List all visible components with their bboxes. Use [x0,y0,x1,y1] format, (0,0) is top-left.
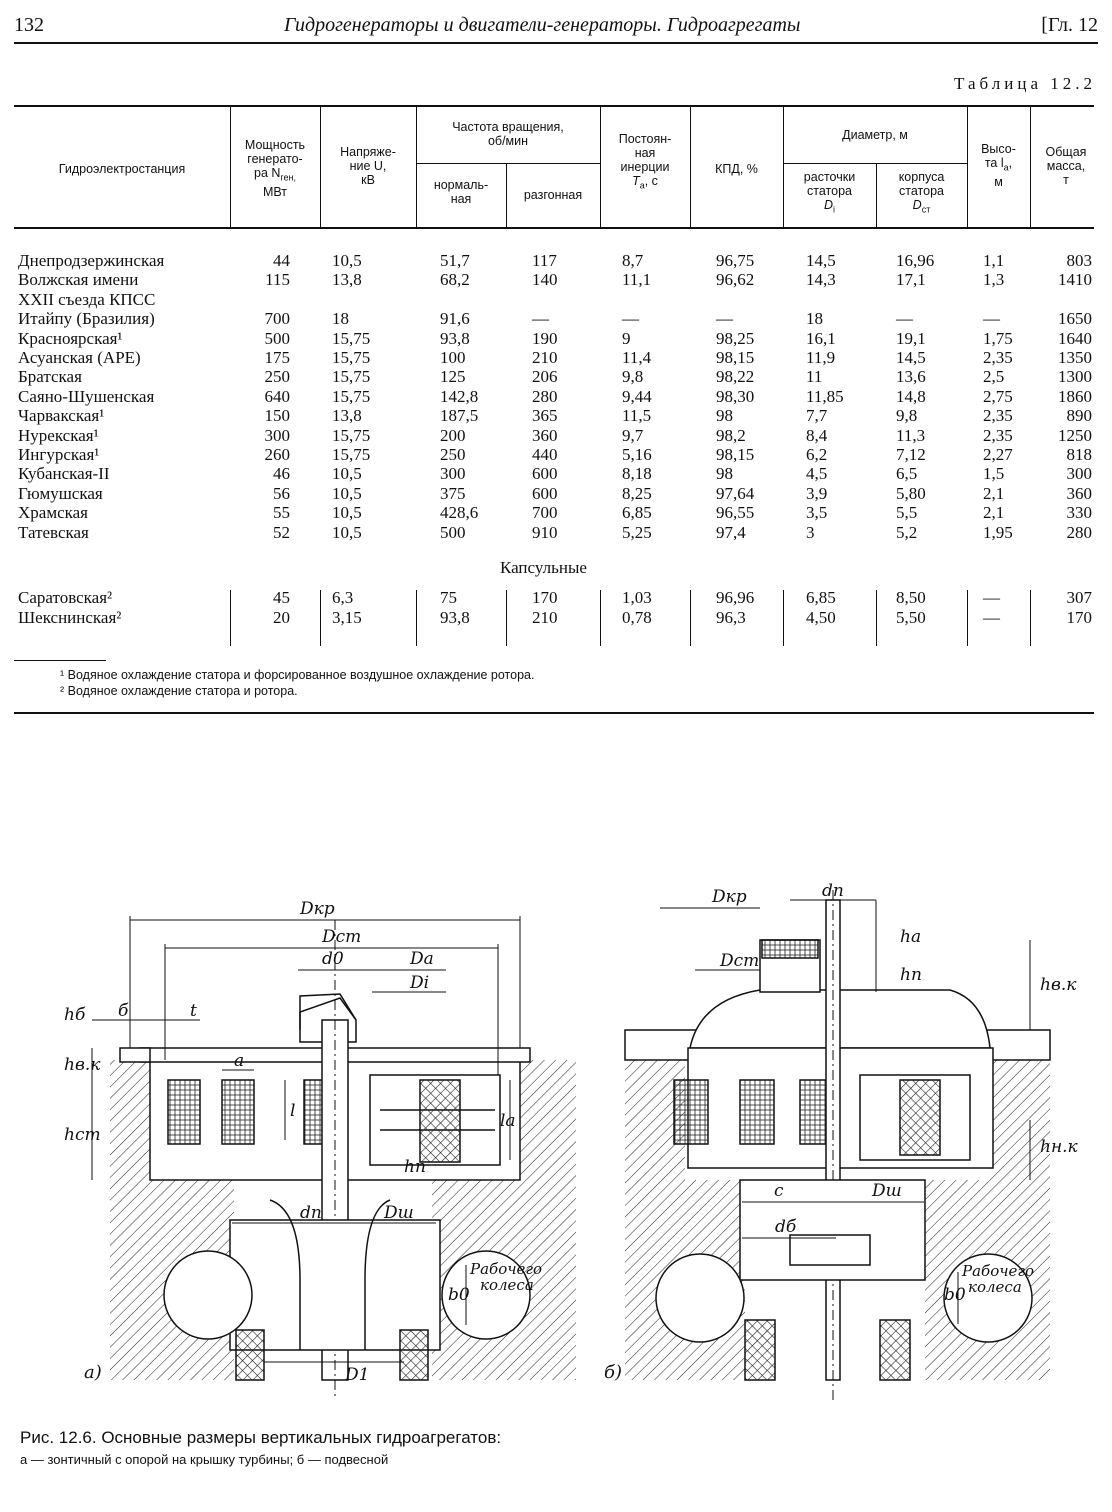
cell-voltage: 10,5 [332,503,362,523]
header-speed-runaway: разгонная [523,188,583,202]
fig-a-l: l [290,1101,296,1121]
cell-eff: 98,25 [716,328,755,348]
fig-a-hb: hб [64,1005,86,1025]
cell-la: 2,1 [983,503,1005,523]
cell-power: 150 [264,406,290,426]
cell-di: 3,5 [806,503,828,523]
footnote-2: ² Водяное охлаждение статора и ротора. [60,684,298,698]
cell-ta: 6,85 [622,503,652,523]
station-name: XXII съезда КПСС [18,289,156,309]
table-bottom-rule [14,712,1094,714]
fig-a-da: Da [410,949,434,969]
footnote-1: ¹ Водяное охлаждение статора и форсированное воздушное охлаждение ротора. [60,668,535,682]
cell-n_run: 210 [532,608,558,627]
cell-di: 4,5 [806,464,828,484]
cell-dst: 5,5 [896,503,918,523]
header-diameter: Диаметр, м [842,128,908,142]
cell-la: 1,5 [983,464,1005,484]
cell-eff: 98,30 [716,386,755,406]
cell-mass: 890 [1066,406,1092,426]
header-height: Высо- та $l_a$, м [981,142,1016,189]
cell-la: 1,3 [983,270,1005,290]
cell-n_run: 280 [532,386,558,406]
cell-eff: 97,64 [716,483,755,503]
cell-ta: 9,7 [622,425,644,445]
cell-n_nom: 93,8 [440,328,470,348]
station-name: Итайпу (Бразилия) [18,309,155,329]
fig-a-b: б [118,1001,129,1021]
cell-n_run: 440 [532,445,558,464]
cell-power: 115 [265,270,290,290]
cell-eff: 98,15 [716,348,755,367]
cell-dst: 7,12 [896,445,926,464]
cell-voltage: 6,3 [332,588,354,607]
cell-ta: 8,18 [622,464,652,484]
cell-mass: 170 [1066,608,1092,627]
cell-voltage: 10,5 [332,522,362,542]
cell-mass: 803 [1066,251,1092,270]
cell-di: 3 [806,522,815,542]
cell-n_nom: 51,7 [440,251,470,270]
cell-power: 56 [273,483,290,503]
header-diam-bore: расточки статора $D_i$ [803,170,856,215]
cell-la: 1,95 [983,522,1013,542]
cell-mass: 300 [1066,464,1092,484]
cell-di: 18 [806,309,823,329]
cell-la: 2,75 [983,386,1013,406]
cell-n_run: 600 [532,464,558,484]
header-speed: Частота вращения, об/мин [452,120,564,148]
fig-a-wheel1: Рабочего [470,1260,543,1278]
running-title: Гидрогенераторы и двигатели-генераторы. Гидроагрегаты [284,14,801,36]
cell-dst: 19,1 [896,328,926,348]
cell-eff: — [716,309,733,329]
cell-mass: 1250 [1058,425,1092,445]
cell-di: 7,7 [806,406,828,426]
cell-voltage: 15,75 [332,348,371,367]
fig-a-d1: D1 [345,1365,370,1385]
header-mass: Общая масса, т [1045,145,1087,187]
cell-ta: 0,78 [622,608,652,627]
cell-la: — [983,608,1000,627]
figure-a [92,916,576,1400]
cell-la: — [983,588,1000,607]
table-label: Таблица 12.2 [954,74,1096,93]
fig-b-dsh: Dш [872,1181,902,1201]
cell-ta: 8,25 [622,483,652,503]
fig-a-hst: hст [64,1125,101,1145]
fig-a-dsh: Dш [384,1203,414,1223]
fig-a-b0: b0 [448,1285,470,1305]
fig-b-dst: Dст [720,951,760,971]
figure-caption: Рис. 12.6. Основные размеры вертикальных гидроагрегатов: [20,1428,502,1447]
station-name: Чарвакская¹ [18,406,105,426]
cell-di: 11 [806,367,823,387]
cell-dst: 8,50 [896,588,926,607]
header-rule [14,42,1098,44]
cell-power: 250 [264,367,290,387]
cell-eff: 97,4 [716,522,746,542]
figure-drawing [0,880,1112,1420]
header-speed-nominal: нормаль- ная [433,178,489,206]
cell-di: 14,5 [806,251,836,270]
fig-a-la: la [500,1111,516,1131]
cell-mass: 1860 [1058,386,1092,406]
cell-n_nom: 125 [440,367,466,387]
cell-n_run: 170 [532,588,558,607]
cell-mass: 280 [1066,522,1092,542]
fig-a-dst: Dст [322,927,362,947]
station-name: Волжская имени [18,270,139,290]
fig-a-hvk: hв.к [64,1055,101,1075]
cell-n_run: 140 [532,270,558,290]
cell-voltage: 15,75 [332,328,371,348]
fig-a-wheel2: колеса [480,1276,534,1294]
cell-eff: 96,55 [716,503,755,523]
fig-a-dn: dп [300,1203,322,1223]
cell-voltage: 18 [332,309,349,329]
cell-mass: 1350 [1058,348,1092,367]
cell-n_nom: 300 [440,464,466,484]
station-name: Шекснинская² [18,608,122,627]
cell-n_nom: 100 [440,348,466,367]
cell-la: 2,1 [983,483,1005,503]
fig-b-ha: ha [900,927,922,947]
cell-n_nom: 68,2 [440,270,470,290]
cell-dst: 17,1 [896,270,926,290]
cell-ta: 9,8 [622,367,644,387]
section-label: Капсульные [500,558,587,577]
cell-eff: 96,75 [716,251,755,270]
cell-la: 2,5 [983,367,1005,387]
cell-ta: — [622,309,639,329]
station-name: Нурекская¹ [18,425,99,445]
fig-b-wheel1: Рабочего [962,1262,1035,1280]
cell-la: 1,75 [983,328,1013,348]
cell-dst: 5,50 [896,608,926,627]
cell-n_run: 365 [532,406,558,426]
cell-voltage: 10,5 [332,251,362,270]
fig-a-dkr: Dкр [300,899,335,919]
fig-a-a: a [234,1051,245,1071]
cell-power: 300 [264,425,290,445]
cell-di: 6,2 [806,445,828,464]
cell-voltage: 10,5 [332,483,362,503]
table-header-rule [14,227,1094,229]
cell-n_nom: 187,5 [440,406,479,426]
fig-b-c: c [774,1181,784,1201]
cell-mass: 1640 [1058,328,1092,348]
header-station: Гидроэлектростанция [58,162,186,176]
cell-n_nom: 428,6 [440,503,479,523]
cell-n_nom: 93,8 [440,608,470,627]
cell-di: 8,4 [806,425,828,445]
cell-ta: 9 [622,328,631,348]
fig-b-hvk: hв.к [1040,975,1077,995]
cell-n_nom: 200 [440,425,466,445]
header-power: Мощность генерато- ра $N_{ген,}$ МВт [244,138,306,199]
cell-ta: 1,03 [622,588,652,607]
cell-voltage: 15,75 [332,425,371,445]
cell-power: 175 [264,348,290,367]
cell-power: 55 [273,503,290,523]
cell-dst: 5,80 [896,483,926,503]
cell-n_nom: 75 [440,588,457,607]
cell-dst: 11,3 [896,425,926,445]
cell-di: 16,1 [806,328,836,348]
cell-dst: 14,8 [896,386,926,406]
cell-n_run: 117 [532,251,557,270]
cell-n_run: 910 [532,522,558,542]
cell-dst: 16,96 [896,251,935,270]
cell-voltage: 10,5 [332,464,362,484]
cell-n_run: 360 [532,425,558,445]
header-inertia: Постоян- ная инерции $T_a$, с [618,132,672,191]
cell-voltage: 15,75 [332,367,371,387]
fig-a-hp: hп [404,1157,426,1177]
cell-power: 45 [273,588,290,607]
cell-power: 500 [264,328,290,348]
cell-n_run: 600 [532,483,558,503]
cell-ta: 8,7 [622,251,644,270]
cell-di: 11,85 [806,386,844,406]
cell-n_nom: 375 [440,483,466,503]
cell-di: 6,85 [806,588,836,607]
cell-la: 1,1 [983,251,1005,270]
cell-mass: 1300 [1058,367,1092,387]
cell-power: 44 [273,251,290,270]
fig-a-d0: d0 [322,949,344,969]
fig-b-hp: hп [900,965,922,985]
cell-n_nom: 250 [440,445,466,464]
station-name: Храмская [18,503,88,523]
cell-ta: 5,16 [622,445,652,464]
fig-b-b0: b0 [944,1285,966,1305]
page-number: 132 [14,14,44,36]
cell-voltage: 3,15 [332,608,362,627]
cell-n_run: 700 [532,503,558,523]
station-name: Кубанская-II [18,464,110,484]
cell-power: 46 [273,464,290,484]
cell-power: 20 [273,608,290,627]
fig-b-db: dб [775,1217,797,1237]
station-name: Гюмушская [18,483,103,503]
station-name: Асуанская (АРЕ) [18,348,141,367]
cell-n_run: 210 [532,348,558,367]
footnote-rule [14,660,106,661]
station-name: Саяно-Шушенская [18,386,155,406]
station-name: Саратовская² [18,588,113,607]
cell-dst: 9,8 [896,406,918,426]
cell-power: 640 [264,386,290,406]
cell-power: 52 [273,522,290,542]
cell-ta: 11,5 [622,406,652,426]
cell-eff: 96,96 [716,588,755,607]
cell-eff: 98,22 [716,367,755,387]
cell-mass: 307 [1066,588,1092,607]
figure-subcaption: а — зонтичный с опорой на крышку турбины; б — подвесной [20,1452,389,1467]
fig-b-dn: dп [822,881,844,901]
cell-voltage: 15,75 [332,386,371,406]
cell-n_run: 206 [532,367,558,387]
cell-voltage: 13,8 [332,270,362,290]
cell-n_nom: 91,6 [440,309,470,329]
cell-ta: 11,1 [622,270,652,290]
table-top-rule [14,105,1094,107]
page-header [14,14,1098,42]
chapter-ref: [Гл. 12 [1041,14,1098,36]
cell-dst: 14,5 [896,348,926,367]
cell-la: 2,35 [983,406,1013,426]
cell-n_run: — [532,309,549,329]
cell-power: 260 [264,445,290,464]
cell-la: 2,27 [983,445,1013,464]
fig-b-hnk: hн.к [1040,1137,1078,1157]
fig-a-di: Di [410,973,430,993]
cell-dst: 5,2 [896,522,918,542]
cell-di: 3,9 [806,483,828,503]
header-efficiency: КПД, % [715,162,758,176]
cell-voltage: 13,8 [332,406,362,426]
cell-mass: 330 [1066,503,1092,523]
cell-di: 4,50 [806,608,836,627]
cell-eff: 96,62 [716,270,755,290]
cell-n_run: 190 [532,328,558,348]
cell-dst: 6,5 [896,464,918,484]
cell-di: 11,9 [806,348,836,367]
header-voltage: Напряже- ние U, кВ [340,145,396,187]
cell-eff: 98,15 [716,445,755,464]
figure-b [625,890,1050,1400]
cell-mass: 1410 [1058,270,1092,290]
fig-b-wheel2: колеса [968,1278,1022,1296]
fig-a-tag: а) [84,1362,102,1383]
cell-n_nom: 142,8 [440,386,479,406]
cell-eff: 98,2 [716,425,746,445]
cell-la: 2,35 [983,348,1013,367]
cell-la: — [983,309,1000,329]
cell-ta: 9,44 [622,386,652,406]
cell-mass: 360 [1066,483,1092,503]
cell-mass: 1650 [1058,309,1092,329]
fig-b-dkr: Dкр [712,887,747,907]
cell-ta: 11,4 [622,348,652,367]
header-diam-case: корпуса статора $D_{ст}$ [898,170,945,215]
station-name: Днепродзержинская [18,251,165,270]
cell-eff: 98 [716,406,733,426]
cell-ta: 5,25 [622,522,652,542]
station-name: Братская [18,367,82,387]
cell-dst: 13,6 [896,367,926,387]
cell-mass: 818 [1066,445,1092,464]
fig-b-tag: б) [604,1362,623,1383]
fig-a-t: t [190,1001,197,1021]
cell-la: 2,35 [983,425,1013,445]
station-name: Ингурская¹ [18,445,100,464]
station-name: Татевская [18,522,89,542]
station-name: Красноярская¹ [18,328,123,348]
cell-voltage: 15,75 [332,445,371,464]
cell-eff: 96,3 [716,608,746,627]
cell-di: 14,3 [806,270,836,290]
cell-eff: 98 [716,464,733,484]
cell-power: 700 [264,309,290,329]
cell-dst: — [896,309,913,329]
cell-n_nom: 500 [440,522,466,542]
